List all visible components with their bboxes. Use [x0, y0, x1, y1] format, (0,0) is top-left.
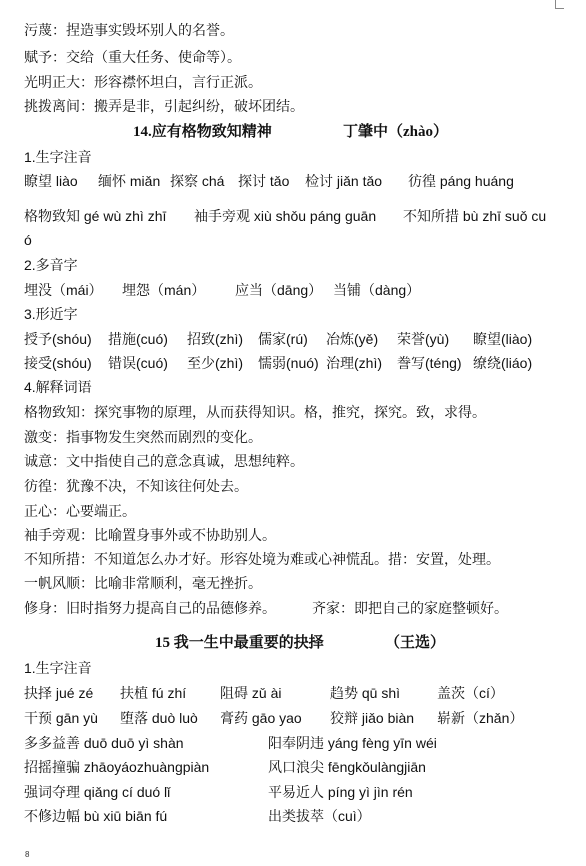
xingjin-item: 治理(zhì)	[326, 355, 382, 371]
idiom-item: 风口浪尖 fēngkǒulàngjiān	[268, 759, 426, 775]
xingjin-item: 缭绕(liáo)	[473, 355, 533, 371]
ciyu-definition: 齐家：即把自己的家庭整顿好。	[312, 600, 508, 616]
zhuyin-item: 抉择 jué zé	[24, 685, 94, 701]
section-heading: 4.解释词语	[24, 379, 92, 395]
section-heading: 1.生字注音	[24, 660, 92, 676]
xingjin-item: 懦弱(nuó)	[258, 355, 319, 371]
zhuyin-item-wrap: ó	[24, 232, 32, 248]
xingjin-item: 错误(cuó)	[108, 355, 168, 371]
definition-line: 光明正大：形容襟怀坦白，言行正派。	[24, 74, 262, 90]
xingjin-item: 瞭望(liào)	[473, 331, 533, 347]
idiom-item: 多多益善 duō duō yì shàn	[24, 735, 184, 751]
section-heading: 1.生字注音	[24, 149, 92, 165]
idiom-item: 阳奉阴违 yáng fèng yīn wéi	[268, 735, 437, 751]
duoyin-item: 应当（dāng）	[235, 282, 323, 298]
ciyu-definition: 诚意：文中指使自己的意念真诚，思想纯粹。	[24, 453, 304, 469]
section-heading: 2.多音字	[24, 257, 78, 273]
ciyu-definition: 袖手旁观：比喻置身事外或不协助别人。	[24, 527, 276, 543]
zhuyin-item: 探讨 tǎo	[238, 173, 290, 189]
definition-line: 污蔑：捏造事实毁坏别人的名誉。	[24, 22, 234, 38]
zhuyin-item: 探察 chá	[170, 173, 225, 189]
page-number: 8	[25, 850, 30, 859]
ciyu-definition: 一帆风顺：比喻非常顺利，毫无挫折。	[24, 575, 262, 591]
zhuyin-item: 彷徨 páng huáng	[408, 173, 514, 189]
xingjin-item: 措施(cuó)	[108, 331, 168, 347]
xingjin-item: 至少(zhì)	[187, 355, 243, 371]
idiom-item: 招摇撞骗 zhāoyáozhuàngpiàn	[24, 759, 210, 775]
zhuyin-item: 缅怀 miǎn	[98, 173, 161, 189]
lesson14-author: 丁肇中（zhào）	[343, 124, 449, 140]
ciyu-definition: 格物致知：探究事物的原理，从而获得知识。格，推究，探究。致，求得。	[24, 404, 486, 420]
lesson14-title: 14.应有格物致知精神	[133, 124, 272, 140]
page-corner-mark	[555, 0, 564, 9]
ciyu-definition: 不知所措：不知道怎么办才好。形容处境为难或心神慌乱。措：安置，处理。	[24, 551, 500, 567]
definition-line: 挑拨离间：搬弄是非，引起纠纷，破坏团结。	[24, 98, 304, 114]
xingjin-item: 冶炼(yě)	[326, 331, 379, 347]
zhuyin-item: 膏药 gāo yao	[220, 710, 302, 726]
ciyu-definition: 彷徨：犹豫不决，不知该往何处去。	[24, 478, 248, 494]
zhuyin-item: 趋势 qū shì	[330, 685, 401, 701]
zhuyin-item: 干预 gān yù	[24, 710, 98, 726]
idiom-item: 不修边幅 bù xiū biān fú	[24, 808, 168, 824]
zhuyin-item: 阻碍 zǔ ài	[220, 685, 282, 701]
zhuyin-item: 检讨 jiǎn tǎo	[305, 173, 383, 189]
xingjin-item: 儒家(rú)	[258, 331, 308, 347]
xingjin-item: 荣誉(yù)	[397, 331, 450, 347]
duoyin-item: 埋怨（mán）	[122, 282, 206, 298]
idiom-item: 平易近人 píng yì jìn rén	[268, 784, 413, 800]
definition-line: 赋予：交给（重大任务、使命等）。	[24, 49, 241, 65]
duoyin-item: 埋没（mái）	[24, 282, 103, 298]
zhuyin-item: 扶植 fú zhí	[120, 685, 187, 701]
zhuyin-item: 狡辩 jiǎo biàn	[330, 710, 415, 726]
zhuyin-item: 瞭望 liào	[24, 173, 78, 189]
xingjin-item: 授予(shóu)	[24, 331, 92, 347]
zhuyin-item: 不知所措 bù zhī suǒ cu	[403, 208, 547, 224]
idiom-item: 出类拔萃（cuì）	[268, 808, 371, 824]
xingjin-item: 接受(shóu)	[24, 355, 92, 371]
lesson15-title: 15 我一生中最重要的抉择	[155, 635, 324, 651]
zhuyin-item: 堕落 duò luò	[120, 710, 198, 726]
xingjin-item: 招致(zhì)	[187, 331, 243, 347]
ciyu-definition: 正心：心要端正。	[24, 503, 136, 519]
zhuyin-item: 崭新（zhǎn）	[437, 710, 524, 726]
lesson15-author: （王选）	[385, 635, 446, 651]
section-heading: 3.形近字	[24, 306, 78, 322]
zhuyin-item: 格物致知 gé wù zhì zhī	[24, 208, 167, 224]
xingjin-item: 誊写(téng)	[397, 355, 462, 371]
duoyin-item: 当铺（dàng）	[333, 282, 421, 298]
idiom-item: 强词夺理 qiǎng cí duó lǐ	[24, 784, 171, 800]
ciyu-definition: 激变：指事物发生突然而剧烈的变化。	[24, 429, 262, 445]
zhuyin-item: 袖手旁观 xiù shǒu páng guān	[194, 208, 377, 224]
zhuyin-item: 盖茨（cí）	[437, 685, 504, 701]
ciyu-definition: 修身：旧时指努力提高自己的品德修养。	[24, 600, 276, 616]
